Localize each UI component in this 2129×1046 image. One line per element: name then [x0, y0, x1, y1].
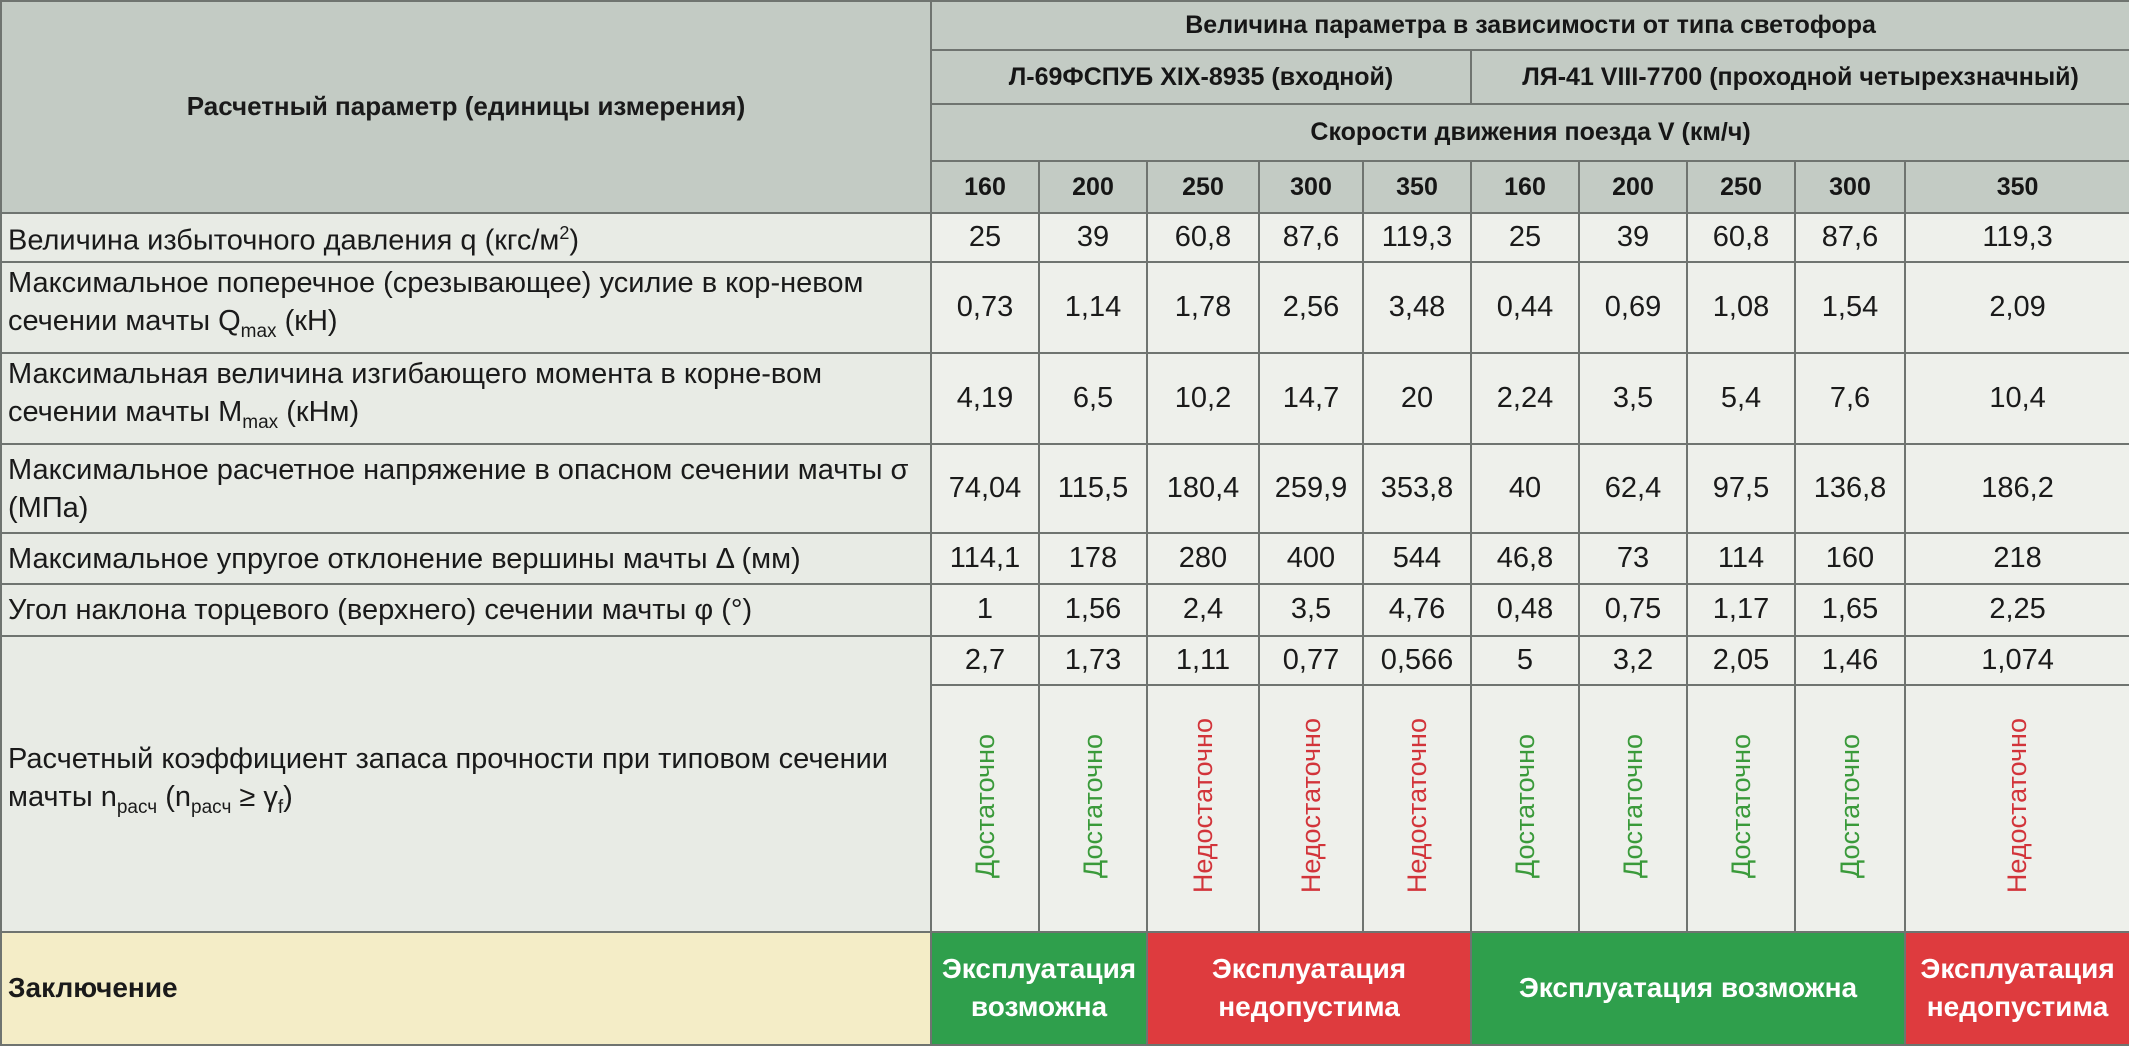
verdict-cell: [1795, 685, 1905, 932]
table-row: [1, 444, 2129, 532]
table-cell: 10,4: [1905, 353, 2129, 444]
speed-title: Скорости движения поезда V (км/ч): [931, 104, 2129, 162]
conclusion-operation-forbidden: Эксплуатация недопустима: [1147, 932, 1471, 1045]
conclusion-operation-allowed: Эксплуатация возможна: [931, 932, 1147, 1045]
conclusion-row: [1, 932, 2129, 1045]
table-cell: 1,78: [1147, 262, 1259, 353]
table-cell: 0,69: [1579, 262, 1687, 353]
table-cell: 3,2: [1579, 636, 1687, 685]
table-cell: 544: [1363, 533, 1471, 584]
speed-header: 160: [1471, 161, 1579, 212]
table-cell: 1,54: [1795, 262, 1905, 353]
table-cell: 2,25: [1905, 584, 2129, 635]
conclusion-label: Заключение: [1, 932, 931, 1045]
speed-header: 160: [931, 161, 1039, 212]
table-cell: 259,9: [1259, 444, 1363, 532]
table-cell: 10,2: [1147, 353, 1259, 444]
table-cell: 97,5: [1687, 444, 1795, 532]
verdict-cell: [1471, 685, 1579, 932]
table-cell: 1,11: [1147, 636, 1259, 685]
table-cell: 25: [1471, 213, 1579, 262]
verdict-text: Достаточно: [1834, 733, 1865, 878]
table-cell: 1,14: [1039, 262, 1147, 353]
table-cell: 3,48: [1363, 262, 1471, 353]
table-cell: 114: [1687, 533, 1795, 584]
verdict-cell: [1579, 685, 1687, 932]
speed-header: 200: [1039, 161, 1147, 212]
table-cell: 4,76: [1363, 584, 1471, 635]
table-cell: 60,8: [1147, 213, 1259, 262]
row-label-safety-factor: Расчетный коэффициент запаса прочности при типовом сечении мачты $n_{расч}$ $(n_{расч} \ge \gamma_f)$: [1, 636, 931, 932]
table-cell: 60,8: [1687, 213, 1795, 262]
speed-header: 350: [1363, 161, 1471, 212]
verdict-text: Достаточно: [969, 733, 1000, 878]
table-cell: 1,074: [1905, 636, 2129, 685]
table-cell: 1,46: [1795, 636, 1905, 685]
verdict-text: Достаточно: [1725, 733, 1756, 878]
table-cell: 160: [1795, 533, 1905, 584]
table-cell: 1,17: [1687, 584, 1795, 635]
verdict-text: Недостаточно: [1401, 718, 1432, 894]
verdict-text: Достаточно: [1509, 733, 1540, 878]
table-cell: 1: [931, 584, 1039, 635]
table-cell: 5,4: [1687, 353, 1795, 444]
table-cell: 218: [1905, 533, 2129, 584]
table-cell: 2,09: [1905, 262, 2129, 353]
table-cell: 0,73: [931, 262, 1039, 353]
row-label-shear-force: Максимальное поперечное (срезывающее) усилие в кор-невом сечении мачты $Q_{max}$ (кН): [1, 262, 931, 353]
table-cell: 25: [931, 213, 1039, 262]
table-cell: 353,8: [1363, 444, 1471, 532]
table-cell: 2,05: [1687, 636, 1795, 685]
table-cell: 1,65: [1795, 584, 1905, 635]
table-cell: 2,4: [1147, 584, 1259, 635]
table-cell: 180,4: [1147, 444, 1259, 532]
table-cell: 39: [1579, 213, 1687, 262]
table-cell: 2,7: [931, 636, 1039, 685]
table-cell: 2,56: [1259, 262, 1363, 353]
signal-2-header: ЛЯ-41 VIII-7700 (проходной четырехзначный): [1471, 50, 2129, 103]
table-cell: 3,5: [1579, 353, 1687, 444]
table-cell: 1,08: [1687, 262, 1795, 353]
row-label-angle: Угол наклона торцевого (верхнего) сечении мачты φ (°): [1, 584, 931, 635]
table-row: [1, 262, 2129, 353]
row-label-pressure: Величина избыточного давления q $(кгс/м^2)$: [1, 213, 931, 262]
conclusion-operation-forbidden: Эксплуатация недопустима: [1905, 932, 2129, 1045]
verdict-cell: [1039, 685, 1147, 932]
table-row: [1, 636, 2129, 685]
verdict-text: Достаточно: [1617, 733, 1648, 878]
table-cell: 0,48: [1471, 584, 1579, 635]
table-cell: 1,56: [1039, 584, 1147, 635]
table-cell: 136,8: [1795, 444, 1905, 532]
row-label-bending-moment: Максимальная величина изгибающего момента в корне-вом сечении мачты $M_{max}$ (кНм): [1, 353, 931, 444]
table-cell: 39: [1039, 213, 1147, 262]
table-cell: 87,6: [1259, 213, 1363, 262]
verdict-cell: [931, 685, 1039, 932]
table-cell: 1,73: [1039, 636, 1147, 685]
verdict-cell: [1147, 685, 1259, 932]
table-cell: 119,3: [1363, 213, 1471, 262]
table-cell: 0,44: [1471, 262, 1579, 353]
table-cell: 119,3: [1905, 213, 2129, 262]
table-cell: 87,6: [1795, 213, 1905, 262]
verdict-text: Недостаточно: [1187, 718, 1218, 894]
verdict-cell: [1363, 685, 1471, 932]
table-cell: 40: [1471, 444, 1579, 532]
speed-header: 300: [1795, 161, 1905, 212]
table-row: [1, 353, 2129, 444]
verdict-text: Недостаточно: [1295, 718, 1326, 894]
table-cell: 0,77: [1259, 636, 1363, 685]
table-cell: 14,7: [1259, 353, 1363, 444]
table-cell: 62,4: [1579, 444, 1687, 532]
table-cell: 6,5: [1039, 353, 1147, 444]
table-cell: 186,2: [1905, 444, 2129, 532]
group-title: Величина параметра в зависимости от типа светофора: [931, 1, 2129, 50]
speed-header: 250: [1687, 161, 1795, 212]
table-cell: 7,6: [1795, 353, 1905, 444]
table-row: [1, 213, 2129, 262]
table-cell: 20: [1363, 353, 1471, 444]
table-cell: 4,19: [931, 353, 1039, 444]
verdict-text: Достаточно: [1077, 733, 1108, 878]
speed-header: 350: [1905, 161, 2129, 212]
table-cell: 73: [1579, 533, 1687, 584]
table-cell: 0,75: [1579, 584, 1687, 635]
table-cell: 114,1: [931, 533, 1039, 584]
speed-header: 300: [1259, 161, 1363, 212]
speed-header: 250: [1147, 161, 1259, 212]
signal-1-header: Л-69ФСПУБ XIX-8935 (входной): [931, 50, 1471, 103]
table-cell: 74,04: [931, 444, 1039, 532]
param-column-header: Расчетный параметр (единицы измерения): [1, 1, 931, 213]
verdict-cell: [1259, 685, 1363, 932]
speed-header: 200: [1579, 161, 1687, 212]
table-row: [1, 584, 2129, 635]
row-label-deflection: Максимальное упругое отклонение вершины мачты Δ (мм): [1, 533, 931, 584]
table-cell: 5: [1471, 636, 1579, 685]
table-cell: 400: [1259, 533, 1363, 584]
table-cell: 280: [1147, 533, 1259, 584]
table-cell: 0,566: [1363, 636, 1471, 685]
verdict-cell: [1905, 685, 2129, 932]
table-cell: 46,8: [1471, 533, 1579, 584]
verdict-text: Недостаточно: [2002, 718, 2033, 894]
row-label-stress: Максимальное расчетное напряжение в опасном сечении мачты σ (МПа): [1, 444, 931, 532]
table-row: [1, 533, 2129, 584]
conclusion-operation-allowed: Эксплуатация возможна: [1471, 932, 1905, 1045]
table-cell: 2,24: [1471, 353, 1579, 444]
table-cell: 3,5: [1259, 584, 1363, 635]
table-cell: 178: [1039, 533, 1147, 584]
table-cell: 115,5: [1039, 444, 1147, 532]
verdict-cell: [1687, 685, 1795, 932]
